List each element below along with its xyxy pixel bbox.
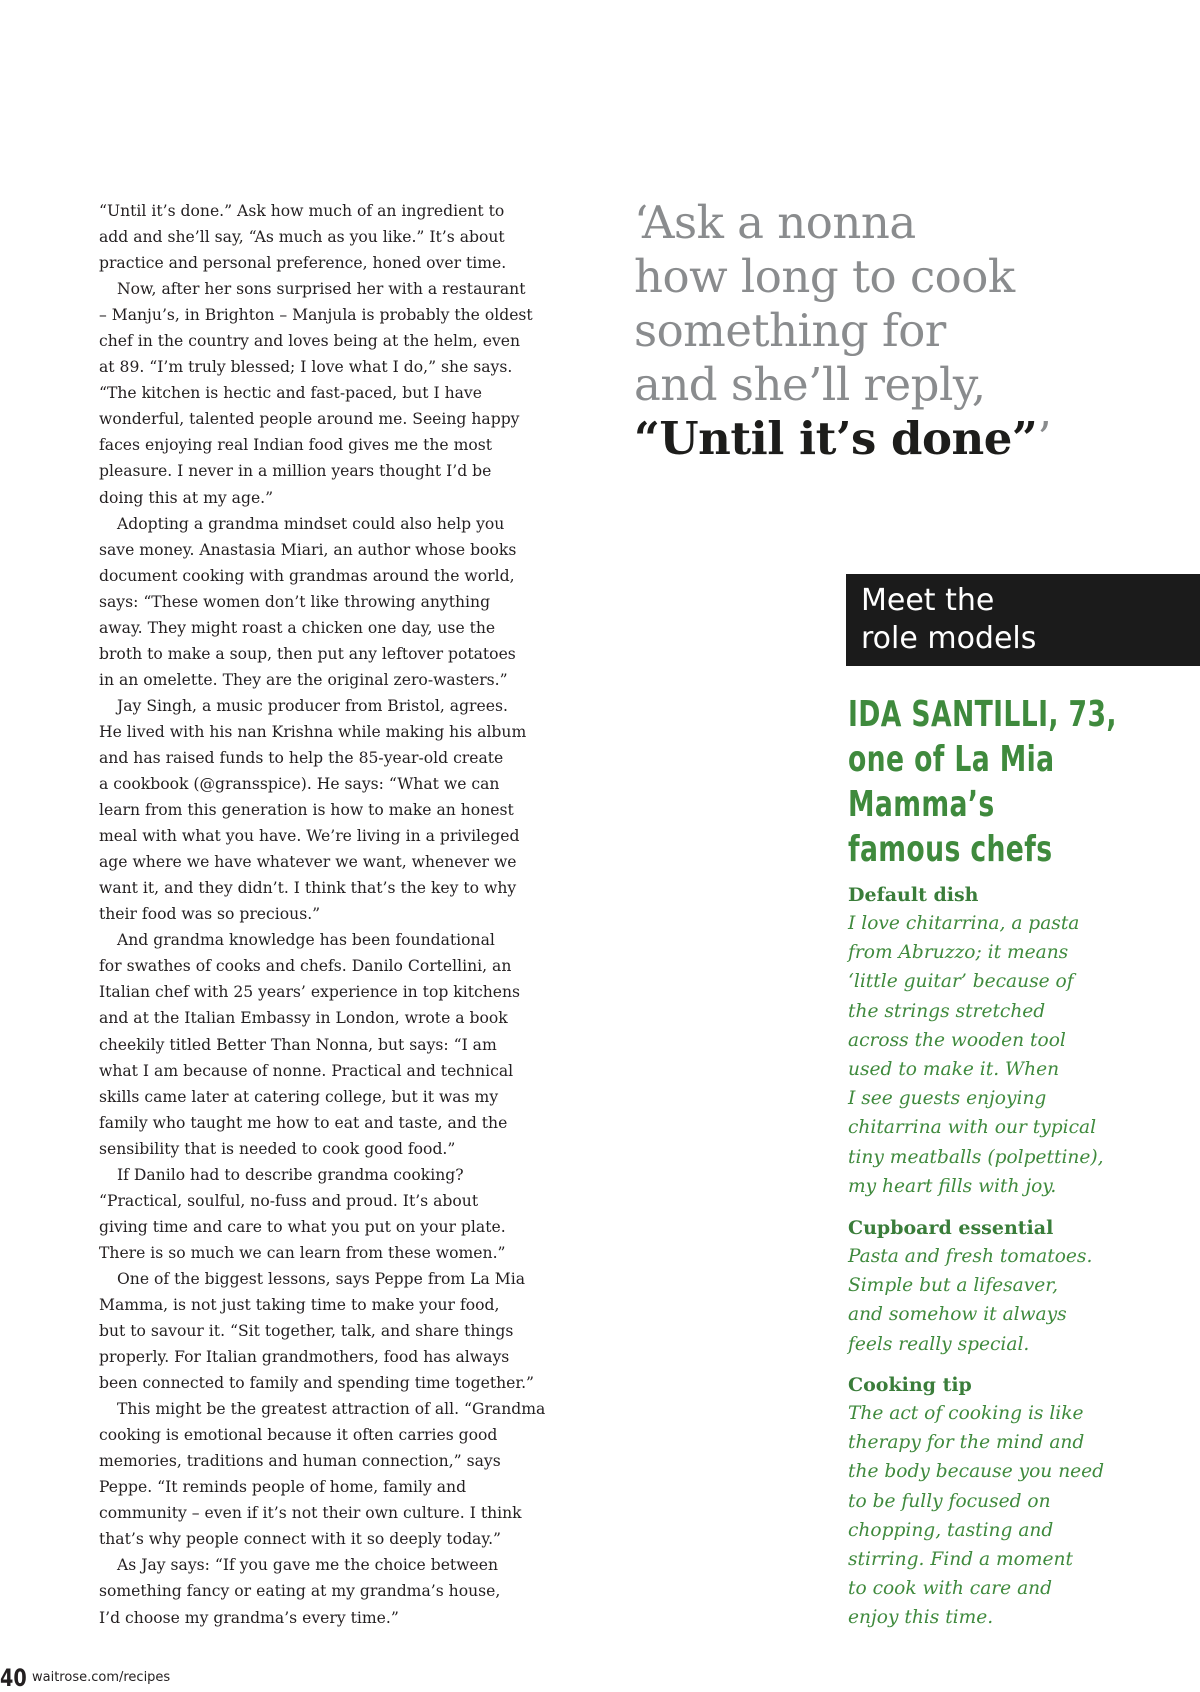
article-body [99,198,559,1631]
body-paragraph-5: And grandma knowledge has been foundational for swathes of cooks and chefs. Danilo Cortellini, an Italian chef with 25 years’ experience in top kitchens and at the Italian Embassy in London, wrote a book cheekily titled Better Than Nonna, but says: “I am what I am because of nonne. Practical and technical skills came later at catering college, but it was my family who taught me how to eat and taste, and the sensibility that is needed to cook good food.” [99,931,521,1158]
section-heading: Cooking tip [848,1374,972,1396]
website-link[interactable]: waitrose.com/recipes [32,1670,171,1685]
pull-quote-line: and she’ll reply, [634,358,986,411]
body-paragraph-6: If Danilo had to describe grandma cooking? “Practical, soulful, no-fuss and proud. It’s about giving time and care to what you put on your plate. There is so much we can learn from these women.” [99,1165,506,1262]
body-paragraph-2: Now, after her sons surprised her with a restaurant – Manju’s, in Brighton – Manjula is probably the oldest chef in the country and loves being at the helm, even at 89. “I’m truly blessed; I love what I do,” she says. “The kitchen is hectic and fast-paced, but I have wonderful, talented people around me. Seeing happy faces enjoying real Indian food gives me the most pleasure. I never in a million years thought I’d be doing this at my age.” [99,280,533,507]
section-header-line: role models [861,621,1037,656]
section-heading: Cupboard essential [848,1217,1054,1239]
section-heading: Default dish [848,884,979,906]
body-paragraph-8: This might be the greatest attraction of all. “Grandma cooking is emotional because it often carries good memories, traditions and human connection,” says Peppe. “It reminds people of home, family and community – even if it’s not their own culture. I think that’s why people connect with it so deeply today.” [99,1400,546,1549]
body-paragraph-4: Jay Singh, a music producer from Bristol, agrees. He lived with his nan Krishna while making his album and has raised funds to help the 85-year-old create a cookbook (@gransspice). He says: “What we can learn from this generation is how to make an honest meal with what you have. We’re living in a privileged age where we have whatever we want, whenever we want it, and they didn’t. I think that’s the key to why their food was so precious.” [99,696,527,924]
section-header-box [846,574,1200,666]
profile-title: IDA SANTILLI, 73, one of La Mia Mamma’s famous chefs [848,694,1117,870]
pull-quote-line: ‘Ask a nonna [634,196,916,249]
body-paragraph-7: One of the biggest lessons, says Peppe from La Mia Mamma, is not just taking time to make your food, but to savour it. “Sit together, talk, and share things properly. For Italian grandmothers, food has always been connected to family and spending time together.” [99,1269,535,1393]
pull-quote-emphasis-line [634,412,1074,466]
profile-section-cupboard-essential: Cupboard essential Pasta and fresh tomatoes. Simple but a lifesaver, and somehow it always feels really special. [848,1214,1138,1359]
pull-quote-closing-mark: ’ [1037,412,1052,465]
pull-quote-line: how long to cook [634,250,1015,303]
body-paragraph-3: Adopting a grandma mindset could also help you save money. Anastasia Miari, an author whose books document cooking with grandmas around the world, says: “These women don’t like throwing anything away. They might roast a chicken one day, use the broth to make a soup, then put any leftover potatoes in an omelette. They are the original zero-wasters.” [99,514,517,689]
pull-quote-line: something for [634,304,946,357]
section-header-line: Meet the [861,583,995,618]
pull-quote-emphasis: “Until it’s done” [634,412,1038,465]
profile-section-default-dish: Default dish I love chitarrina, a pasta from Abruzzo; it means ‘little guitar’ because of the strings stretched across the wooden tool used to make it. When I see guests enjoying chitarrina with our typical tiny meatballs (polpettine), my heart fills with joy. [848,881,1138,1201]
body-paragraph-9: As Jay says: “If you gave me the choice between something fancy or eating at my grandma’s house, I’d choose my grandma’s every time.” [99,1556,501,1627]
page-number: 40 [0,1664,27,1692]
pull-quote [634,196,1074,466]
profile-section-cooking-tip: Cooking tip The act of cooking is like therapy for the mind and the body because you need to be fully focused on chopping, tasting and stirring. Find a moment to cook with care and enjoy this time. [848,1371,1138,1633]
body-paragraph-1: “Until it’s done.” Ask how much of an ingredient to add and she’ll say, “As much as you like.” It’s about practice and personal preference, honed over time. [99,202,507,273]
